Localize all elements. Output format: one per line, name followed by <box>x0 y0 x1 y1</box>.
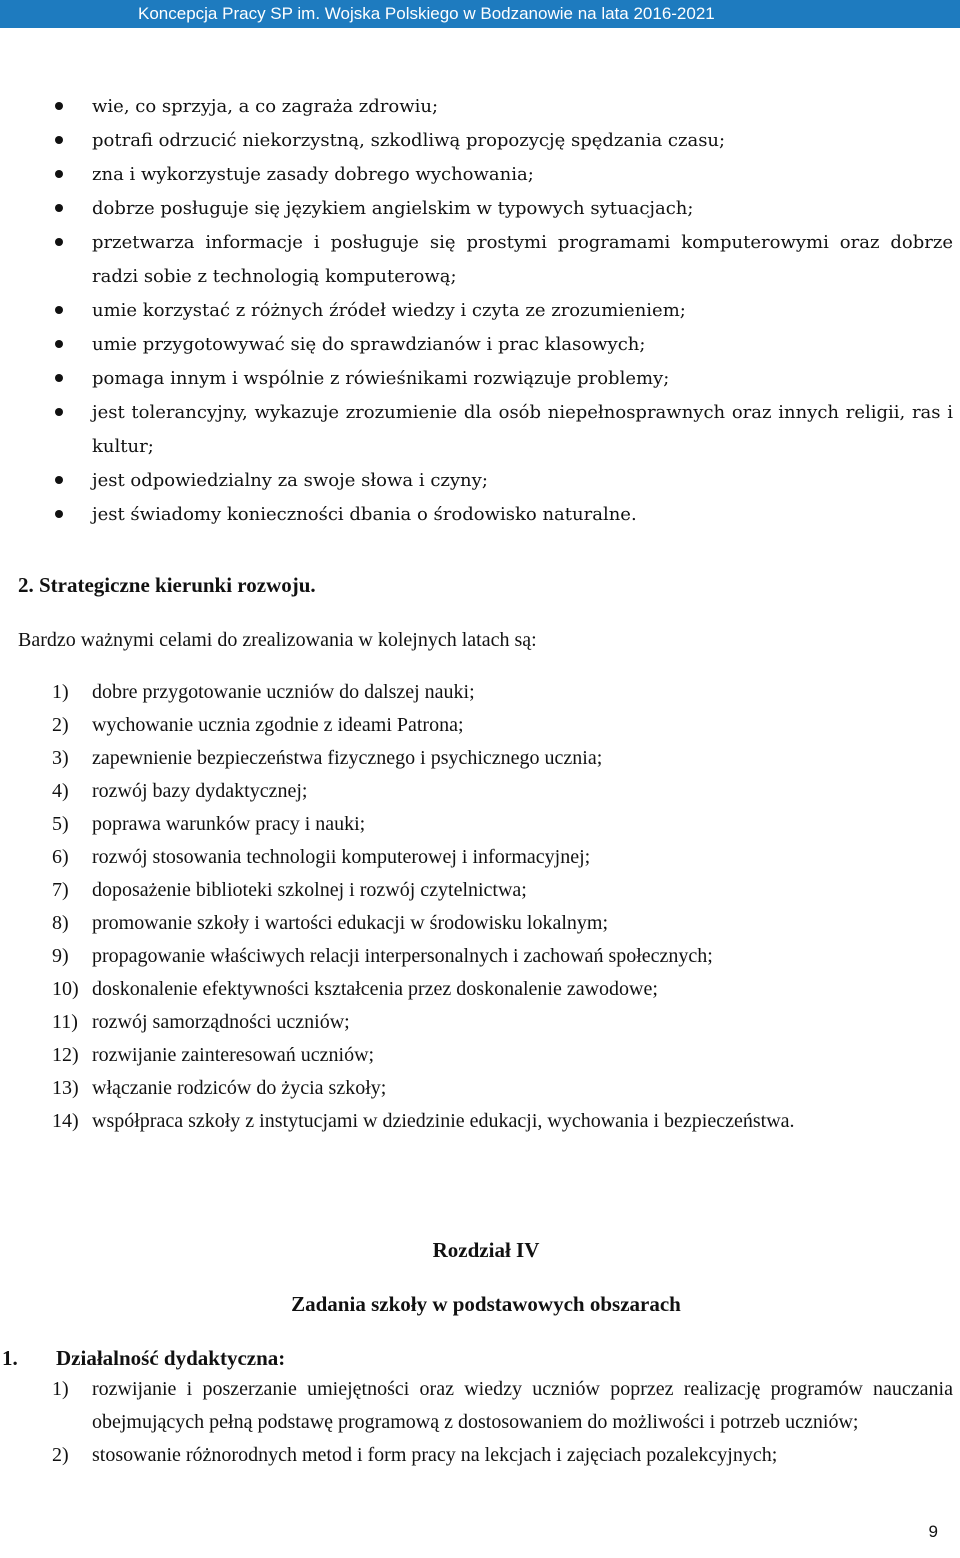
list-item: 3) zapewnienie bezpieczeństwa fizycznego i psychicznego ucznia; <box>52 747 603 769</box>
list-item: wie, co sprzyja, a co zagraża zdrowiu; <box>0 90 960 124</box>
list-item: jest tolerancyjny, wykazuje zrozumienie dla osób niepełnosprawnych oraz innych religii, ras i kultur; <box>0 396 960 464</box>
list-item: 9) propagowanie właściwych relacji interpersonalnych i zachowań społecznych; <box>52 945 713 967</box>
list-item: jest świadomy konieczności dbania o środowisko naturalne. <box>0 498 960 532</box>
list-item: dobrze posługuje się językiem angielskim w typowych sytuacjach; <box>0 192 960 226</box>
bullet-icon <box>55 408 63 416</box>
list-item: zna i wykorzystuje zasady dobrego wychowania; <box>0 158 960 192</box>
document-header <box>0 0 960 28</box>
list-item: umie korzystać z różnych źródeł wiedzy i czyta ze zrozumieniem; <box>0 294 960 328</box>
page-number: 9 <box>928 1522 938 1541</box>
header-title: Koncepcja Pracy SP im. Wojska Polskiego w Bodzanowie na lata 2016-2021 <box>138 4 715 23</box>
bullet-icon <box>55 204 63 212</box>
list-item: 13) włączanie rodziców do życia szkoły; <box>52 1077 387 1099</box>
list-item: 14) współpraca szkoły z instytucjami w dziedzinie edukacji, wychowania i bezpieczeństwa. <box>52 1110 795 1132</box>
strategic-goals-list <box>0 676 960 1138</box>
bullet-icon <box>55 476 63 484</box>
graduate-traits-list <box>0 90 960 532</box>
list-item: 2) wychowanie ucznia zgodnie z ideami Patrona; <box>52 714 464 736</box>
bullet-icon <box>55 340 63 348</box>
list-item: potrafi odrzucić niekorzystną, szkodliwą propozycję spędzania czasu; <box>0 124 960 158</box>
list-item: przetwarza informacje i posługuje się prostymi programami komputerowymi oraz dobrze radzi sobie z technologią komputerową; <box>0 226 960 294</box>
list-item: 10) doskonalenie efektywności kształcenia przez doskonalenie zawodowe; <box>52 978 658 1000</box>
list-item: 4) rozwój bazy dydaktycznej; <box>52 780 308 802</box>
bullet-icon <box>55 238 63 246</box>
bullet-icon <box>55 102 63 110</box>
list-item: 8) promowanie szkoły i wartości edukacji w środowisku lokalnym; <box>52 912 609 934</box>
bullet-icon <box>55 510 63 518</box>
bullet-icon <box>55 306 63 314</box>
didactic-tasks-list <box>0 1373 960 1472</box>
list-item: 12) rozwijanie zainteresowań uczniów; <box>52 1044 375 1066</box>
bullet-icon <box>55 374 63 382</box>
list-item: 1) rozwijanie i poszerzanie umiejętności oraz wiedzy uczniów poprzez realizację programów nauczania obejmujących pełną podstawę programową z dostosowaniem do możliwości i potrzeb uczniów; <box>52 1378 953 1433</box>
subsection-title: Działalność dydaktyczna: <box>56 1346 286 1370</box>
list-item: umie przygotowywać się do sprawdzianów i prac klasowych; <box>0 328 960 362</box>
list-item: 2) stosowanie różnorodnych metod i form pracy na lekcjach i zajęciach pozalekcyjnych; <box>52 1444 778 1466</box>
bullet-icon <box>55 136 63 144</box>
list-item: pomaga innym i wspólnie z rówieśnikami rozwiązuje problemy; <box>0 362 960 396</box>
list-item: 1) dobre przygotowanie uczniów do dalszej nauki; <box>52 681 475 703</box>
bullet-icon <box>55 170 63 178</box>
list-item: 5) poprawa warunków pracy i nauki; <box>52 813 366 835</box>
section-title: 2. Strategiczne kierunki rozwoju. <box>18 573 316 597</box>
chapter-subtitle: Zadania szkoły w podstawowych obszarach <box>291 1292 681 1316</box>
list-item: jest odpowiedzialny za swoje słowa i czyny; <box>0 464 960 498</box>
subsection-number: 1. <box>2 1346 18 1370</box>
list-item: 11) rozwój samorządności uczniów; <box>52 1011 350 1033</box>
chapter-title: Rozdział IV <box>432 1238 540 1262</box>
list-item: 7) doposażenie biblioteki szkolnej i rozwój czytelnictwa; <box>52 879 527 901</box>
list-item: 6) rozwój stosowania technologii komputerowej i informacyjnej; <box>52 846 591 868</box>
section-intro: Bardzo ważnymi celami do zrealizowania w kolejnych latach są: <box>18 629 537 651</box>
